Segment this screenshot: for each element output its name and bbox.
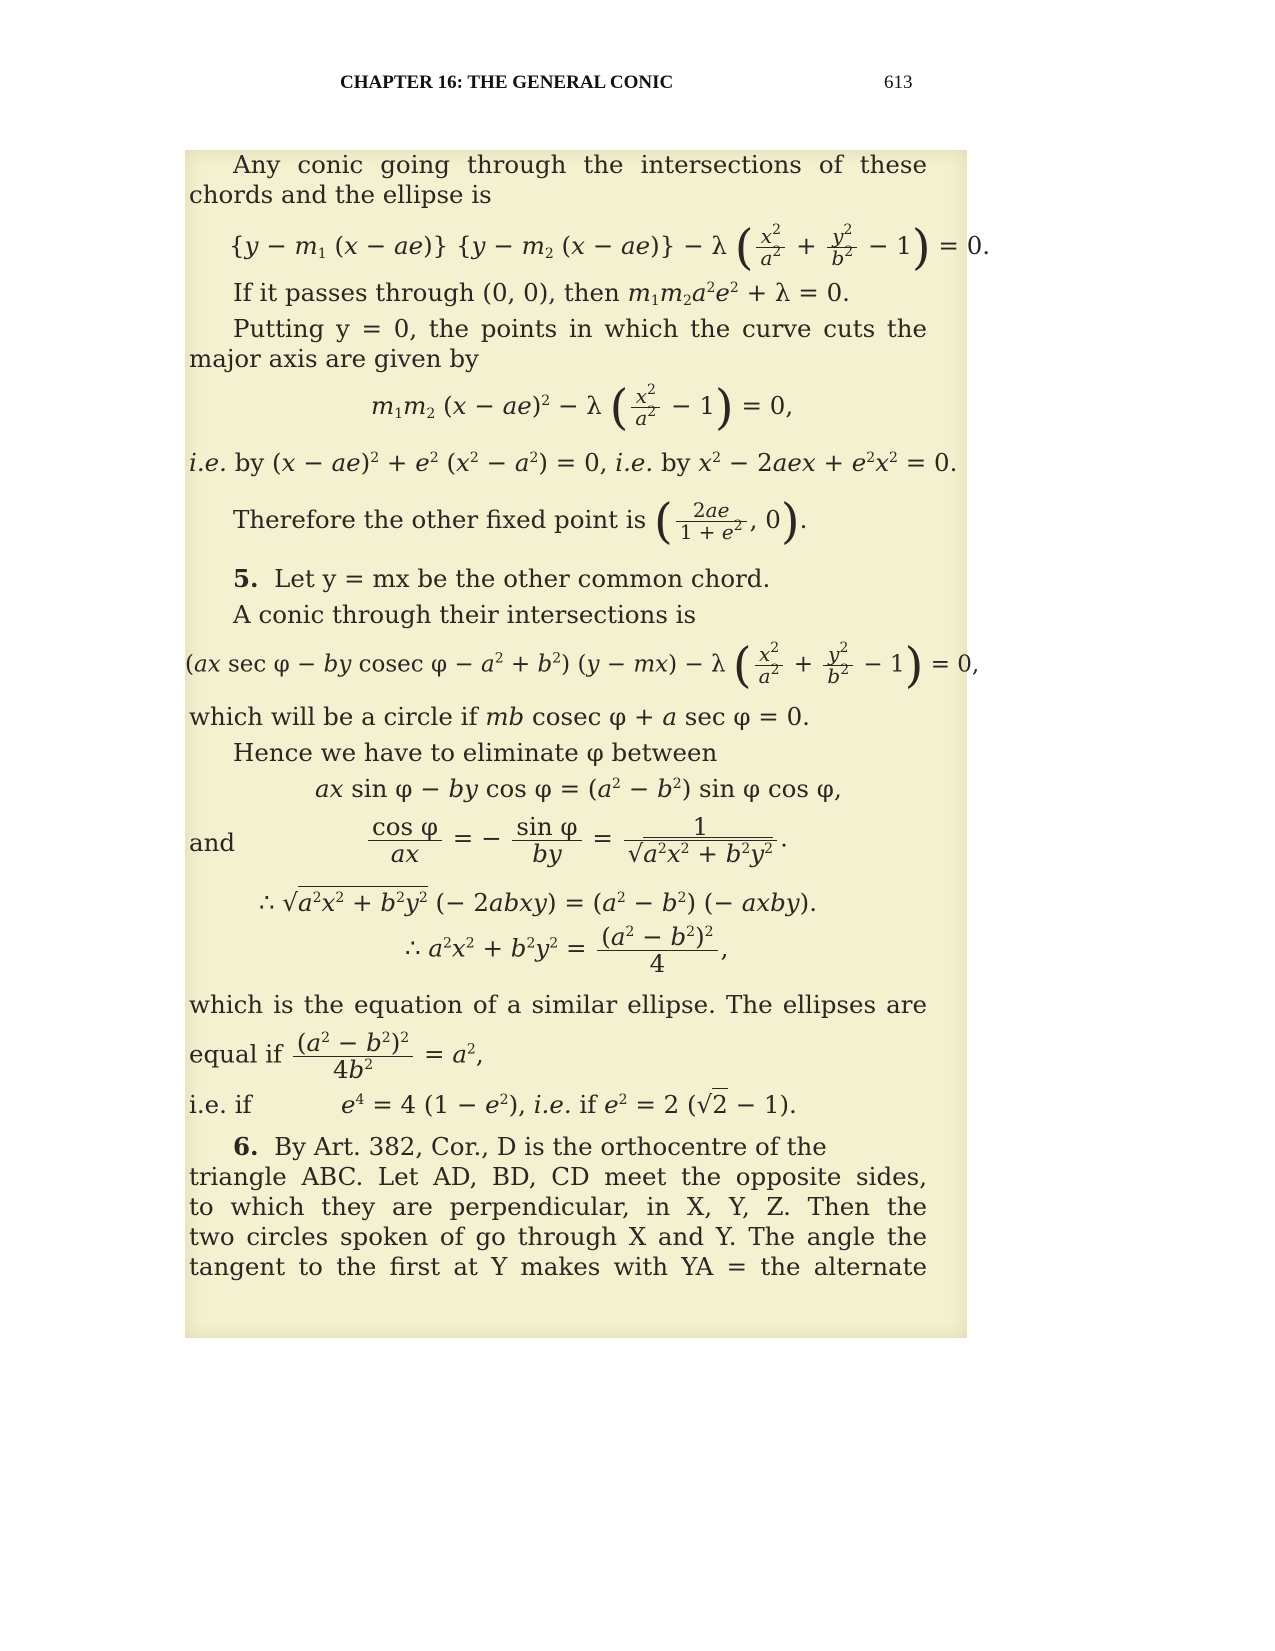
paragraph-line: chords and the ellipse is: [189, 180, 492, 209]
paragraph-line: which is the equation of a similar ellipse. The ellipses are: [189, 990, 927, 1019]
paragraph-line: which will be a circle if mb cosec φ + a sec φ = 0.: [189, 702, 810, 731]
paragraph-line: Therefore the other fixed point is ( $\frac{2ae}{1 + e^2}$ , 0).: [233, 493, 808, 550]
item-5-text: Let y = mx be the other common chord.: [274, 564, 771, 593]
item-5-line: [233, 564, 770, 594]
circle-if-text: which will be a circle if: [189, 702, 478, 731]
paragraph-line: equal if $\frac{(a^2 - b^2)^2}{4b^2}$ = $a^2$,: [189, 1028, 484, 1084]
paragraph-line: two circles spoken of go through X and Y. The angle the: [189, 1222, 927, 1251]
chapter-title: CHAPTER 16: THE GENERAL CONIC: [340, 72, 674, 93]
page-header: [0, 72, 1275, 102]
paragraph-line: tangent to the first at Y makes with YA = the alternate: [189, 1252, 927, 1281]
item-6-line: [233, 1132, 827, 1162]
paragraph-line: to which they are perpendicular, in X, Y, Z. Then the: [189, 1192, 927, 1221]
equal-if-text: equal if: [189, 1039, 283, 1069]
paragraph-line: major axis are given by: [189, 344, 479, 373]
equation-conic-5: (ax sec φ − by cosec $\varphi - a^2 + b^2$) (y − mx) − λ ( $\frac{x^2}{a^2}$ + $\frac{y^2}{b^2}$ − 1) = 0,: [185, 637, 980, 694]
equation-therefore-2: ∴ $a^2x^2 + b^2y^2$ = $\frac{(a^2 - b^2)^2}{4}$ ,: [405, 922, 729, 978]
item-6-number: 6.: [233, 1132, 259, 1161]
equation-eliminate: ax sin φ − by $\cos \varphi = (a^2 - b^2)$ sin φ cos φ,: [315, 774, 842, 803]
paragraph-line: Hence we have to eliminate φ between: [233, 738, 718, 767]
therefore-text: Therefore the other fixed point is: [233, 505, 647, 534]
and-label: and: [189, 828, 236, 857]
item-5-number: 5.: [233, 564, 259, 593]
item-6-text: By Art. 382, Cor., D is the orthocentre of the: [274, 1132, 827, 1161]
equation-eccentricity: $e^4 = 4$ $(1 - e^2)$, i.e. if $e^2 = 2$ (√2 − 1).: [341, 1090, 797, 1119]
equation-axis: $m_1m_2$ (x − ae)$^2$ − λ ( $\frac{x^2}{a^2}$ − 1) = 0,: [371, 379, 794, 436]
page-number: 613: [884, 72, 913, 93]
paragraph-line: triangle ABC. Let AD, BD, CD meet the opposite sides,: [189, 1162, 927, 1191]
paragraph-line: If it passes through (0, 0), then $m_1m_2a^2e^2 + \lambda = 0$.: [233, 278, 850, 309]
paragraph-line: Any conic going through the intersections of these: [233, 150, 927, 179]
passes-through-text: If it passes through (0, 0), then: [233, 278, 620, 307]
equation-conic: {$y - m_1$ (x − ae)} {$y - m_2$ (x − ae)} − λ ( $\frac{x^2}{a^2}$ + $\frac{y^2}{b^2}$ − 1) = 0.: [229, 219, 991, 276]
ie-if-label: i.e. if: [189, 1090, 252, 1119]
scanned-page: [185, 150, 991, 1338]
paragraph-line: Putting y = 0, the points in which the curve cuts the: [233, 314, 927, 343]
paragraph-line: A conic through their intersections is: [233, 600, 697, 629]
equation-ie: i.e. by $(x - ae)^2 + e^2$ $(x^2 - a^2) = 0$, i.e. by $x^2 - 2aex + e^2x^2 = 0$.: [189, 448, 958, 477]
equation-therefore-1: ∴ $√a^2x^2 + b^2y^2$ (− 2abxy) = $(a^2 - b^2)$ (− axby).: [259, 888, 817, 917]
equation-ratios: $\frac{\text{cos φ}}{ax}$ = − $\frac{\text{sin φ}}{by}$ = $\frac{1}{√a^2x^2 + b^2y^2}$ .: [365, 814, 788, 866]
